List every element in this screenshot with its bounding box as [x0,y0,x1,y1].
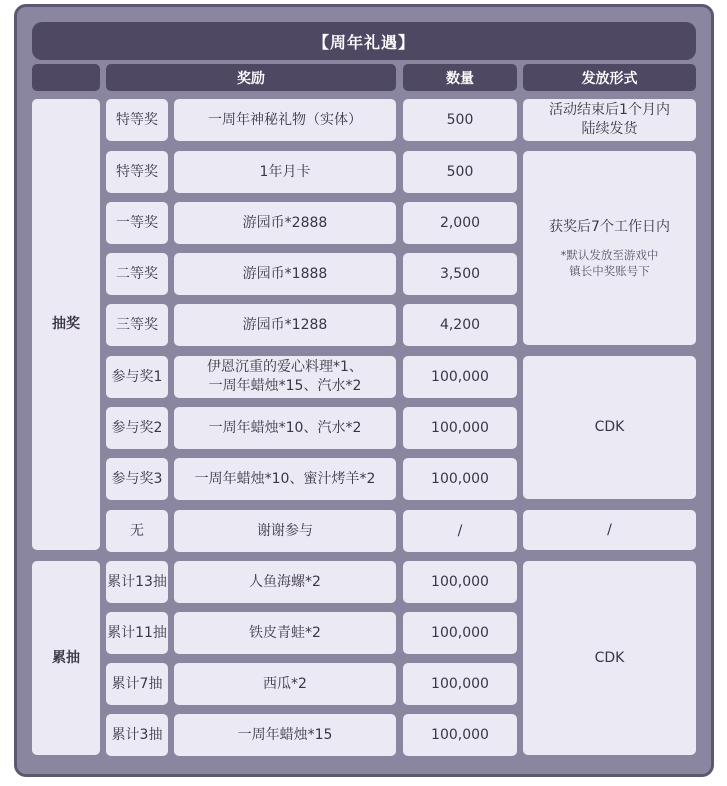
reward-quantity: 100,000 [403,561,517,603]
reward-tier: 特等奖 [106,99,168,141]
reward-tier: 累计7抽 [106,663,168,705]
reward-tier: 三等奖 [106,304,168,346]
table-title: 【周年礼遇】 [32,22,696,60]
reward-item: 游园币*1888 [174,253,396,295]
reward-item: 1年月卡 [174,151,396,193]
reward-quantity: 3,500 [403,253,517,295]
reward-tier: 累计11抽 [106,612,168,654]
reward-quantity: 2,000 [403,202,517,244]
reward-item: 人鱼海螺*2 [174,561,396,603]
delivery-ingame: 获奖后7个工作日内 [549,218,670,235]
header-delivery: 发放形式 [523,64,696,91]
group-lottery: 抽奖 [32,99,100,550]
reward-quantity: 100,000 [403,458,517,500]
reward-tier: 累计13抽 [106,561,168,603]
reward-item: 游园币*2888 [174,202,396,244]
reward-tier: 特等奖 [106,151,168,193]
reward-quantity: 500 [403,151,517,193]
delivery-cdk-participation: CDK [523,356,696,499]
delivery-none: / [523,510,696,550]
reward-quantity: 100,000 [403,714,517,756]
reward-item: 一周年蜡烛*10、蜜汁烤羊*2 [174,458,396,500]
reward-quantity: 100,000 [403,356,517,398]
reward-tier: 无 [106,510,168,552]
reward-tier: 一等奖 [106,202,168,244]
delivery-ingame-cell [523,151,696,345]
reward-quantity: / [403,510,517,552]
group-cumulative: 累抽 [32,561,100,755]
reward-item: 铁皮青蛙*2 [174,612,396,654]
reward-quantity: 100,000 [403,407,517,449]
reward-item: 一周年蜡烛*10、汽水*2 [174,407,396,449]
reward-quantity: 100,000 [403,612,517,654]
reward-item: 一周年神秘礼物（实体） [174,99,396,141]
reward-quantity: 100,000 [403,663,517,705]
reward-quantity: 500 [403,99,517,141]
reward-item: 一周年蜡烛*15 [174,714,396,756]
reward-quantity: 4,200 [403,304,517,346]
reward-item: 谢谢参与 [174,510,396,552]
delivery-ingame-note: *默认发放至游戏中 镇长中奖账号下 [560,247,659,278]
delivery-cdk-cumulative: CDK [523,561,696,755]
reward-tier: 参与奖3 [106,458,168,500]
header-reward: 奖励 [106,64,396,91]
reward-tier: 二等奖 [106,253,168,295]
reward-item: 伊恩沉重的爱心料理*1、 一周年蜡烛*15、汽水*2 [174,356,396,398]
reward-tier: 参与奖1 [106,356,168,398]
header-quantity: 数量 [403,64,517,91]
reward-item: 游园币*1288 [174,304,396,346]
delivery-physical: 活动结束后1个月内 陆续发货 [523,99,696,141]
header-group [32,64,100,91]
reward-item: 西瓜*2 [174,663,396,705]
reward-tier: 累计3抽 [106,714,168,756]
reward-tier: 参与奖2 [106,407,168,449]
